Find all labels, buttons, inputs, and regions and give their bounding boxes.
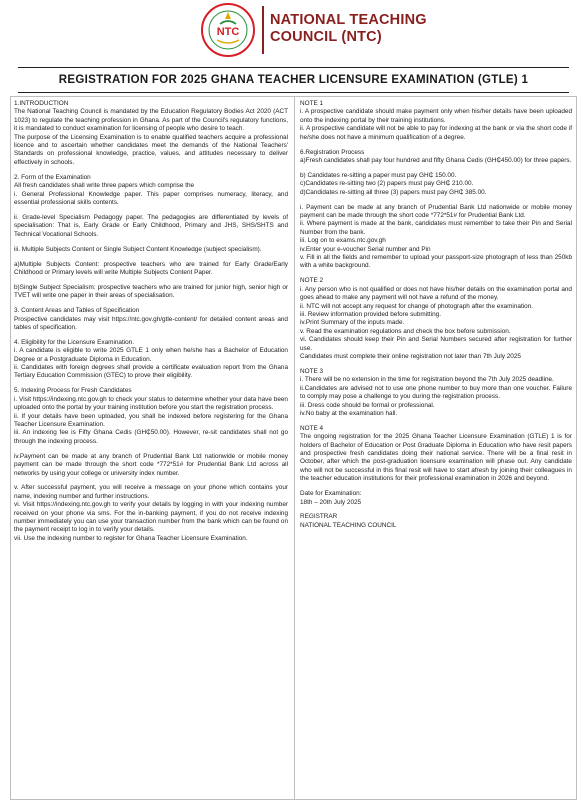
- column-divider: [294, 96, 295, 800]
- list-item: v. Fill in all the fields and remember to upload your passport-size photograph of less than 250kb with a white background.: [300, 254, 572, 270]
- list-item: iv.No baby at the examination hall.: [300, 409, 398, 417]
- list-item: b) Candidates re-sitting a paper must pay GH₵ 150.00.: [300, 171, 457, 179]
- list-item: i. A candidate is eligible to write 2025 GTLE 1 only when he/she has a Bachelor of Education Degree or a Postgraduate Diploma in Education.: [14, 347, 288, 363]
- paragraph: The National Teaching Council is mandated by the Education Regulatory Bodies Act 2020 (ACT 1023) to regulate the teaching profession in Ghana. As part of the Council's regulatory functions, it is mandated to conduct examination for licensing of people who desire to teach.: [14, 108, 288, 133]
- signatory-org: NATIONAL TEACHING COUNCIL: [300, 521, 397, 529]
- list-item: iii. Multiple Subjects Content or Single Subject Content Knowledge (subject specialism).: [14, 245, 262, 253]
- list-item: vii. Use the indexing number to register for Ghana Teacher Licensure Examination.: [14, 534, 248, 542]
- list-item: iii. An indexing fee is Fifty Ghana Cedis (GH₵50.00). However, re-sit candidates shall not go through the indexing process.: [14, 429, 288, 445]
- organization-name: NATIONAL TEACHING COUNCIL (NTC): [270, 12, 427, 45]
- list-item: a)Fresh candidates shall pay four hundred and fifty Ghana Cedis (GH₵450.00) for three papers.: [300, 156, 572, 164]
- section-heading: 4. Eligibility for the Licensure Examination.: [14, 338, 135, 346]
- section-heading: 5. Indexing Process for Fresh Candidates: [14, 387, 132, 395]
- list-item: iii. Review information provided before submitting.: [300, 310, 442, 318]
- section-heading: 1.INTRODUCTION: [14, 100, 69, 107]
- list-item: ii. Candidates with foreign degrees shall provide a certificate evaluation report from the Ghana Tertiary Education Commission (GTEC) to prove their eligibility.: [14, 364, 288, 380]
- list-item: ii. If your details have been uploaded, you shall be indexed before registering for the Ghana Teacher Licensure Examination.: [14, 412, 288, 428]
- list-item: v. After successful payment, you will receive a message on your phone which contains your name, indexing number and further instructions.: [14, 484, 288, 500]
- list-item: i. Any person who is not qualified or does not have his/her details on the examination portal and goes ahead to make any payment will not have a refund of the money.: [300, 285, 572, 302]
- exam-date-value: 18th – 20th July 2025: [300, 498, 362, 506]
- section-heading: 2. Form of the Examination: [14, 173, 91, 181]
- list-item: iv.Enter your e-voucher Serial number and Pin: [300, 245, 431, 253]
- list-item: v. Read the examination regulations and check the box before submission.: [300, 327, 511, 335]
- list-item: ii. Where payment is made at the bank, candidates must remember to take their Pin and Serial Number from the bank.: [300, 220, 572, 236]
- deadline-notice: Candidates must complete their online registration not later than 7th July 2025: [300, 352, 521, 360]
- note-heading: NOTE 2: [300, 277, 324, 285]
- list-item: ii.Candidates are advised not to use one phone number to buy more than one voucher. Failure to comply may pose a challenge to you during the registration process.: [300, 384, 572, 401]
- paragraph: All fresh candidates shall write three papers which comprise the: [14, 182, 195, 190]
- exam-date-label: Date for Examination:: [300, 490, 362, 498]
- list-item: vi. Candidates should keep their Pin and Serial Numbers secured after registration for further use.: [300, 336, 572, 352]
- list-item: iv.Payment can be made at any branch of Prudential Bank Ltd nationwide or mobile money payment can be made through the short code *772*51# for Prudential Bank Ltd across all networks by using your college or university index number.: [14, 452, 288, 477]
- ntc-logo: [200, 2, 256, 58]
- list-item: a)Multiple Subjects Content: prospective teachers who are trained for Early Grade/Early Childhood or Primary levels will write Multiple Subjects Content Paper.: [14, 260, 288, 276]
- section-heading: 3. Content Areas and Tables of Specification: [14, 307, 140, 315]
- signatory-title: REGISTRAR: [300, 513, 338, 521]
- list-item: i. General Professional Knowledge paper. This paper comprises numeracy, literacy, and essential professional skills contents.: [14, 190, 288, 206]
- list-item: iii. Dress code should be formal or professional.: [300, 401, 435, 409]
- list-item: vi. Visit https://indexing.ntc.gov.gh to verify your details by logging in with your indexing number received on your phone via sms. For the in-banking payment, if you do not receive indexing number immediately you can use your transaction number from the bank which can be found on the payment receipt to log in to verify your details.: [14, 501, 288, 534]
- document-title: REGISTRATION FOR 2025 GHANA TEACHER LICENSURE EXAMINATION (GTLE) 1: [58, 74, 529, 86]
- list-item: iii. Log on to exams.ntc.gov.gh: [300, 237, 386, 245]
- list-item: ii. A prospective candidate will not be able to pay for indexing at the bank or via the short code if he/she does not have a minimum qualification of a degree.: [300, 125, 572, 141]
- paragraph: The purpose of the Licensing Examination is to enable qualified teachers acquire a professional licence and to ascertain whether candidates meet the demands of the National Teachers' Standards on professional knowledge, practice, values, and attitudes necessary to deliver effectively in schools.: [14, 133, 288, 166]
- paragraph: Prospective candidates may visit https://ntc.gov.gh/gtle-content/ for detailed content areas and tables of specification.: [14, 315, 288, 331]
- list-item: ii. NTC will not accept any request for change of photograph after the examination.: [300, 302, 534, 310]
- list-item: i. A prospective candidate should make payment only when his/her details have been uploaded onto the indexing portal by their training institutions.: [300, 108, 572, 124]
- note-heading: NOTE 1: [300, 100, 324, 107]
- right-column: [300, 100, 572, 530]
- logo-text: NTC: [216, 26, 240, 38]
- list-item: b)Single Subject Specialism: prospective teachers who are trained for junior high, senior high or TVET will write one paper in their areas of specialisation.: [14, 283, 288, 300]
- paragraph: The ongoing registration for the 2025 Ghana Teacher Licensure Examination (GTLE) 1 is for holders of Bachelor of Education or Post Graduate Diploma in Education who have resit papers and prospective fresh candidates doing their national service. There will be a final resit in October, after which the post-graduation licensure examination will phase out. Any candidate who will not be successful in this final resit will have to start afresh by joining their colleagues in the teacher education institutions for their professional examination in 2026 and beyond.: [300, 433, 572, 483]
- list-item: ii. Grade-level Specialism Pedagogy paper. The pedagogies are differentiated by levels of specialisation: That is, Early Grade or Early Childhood, Primary and JHS, SHS/SHTS and Technical Vocational Schools.: [14, 213, 288, 238]
- list-item: iv.Print Summary of the inputs made.: [300, 319, 405, 327]
- left-column: [14, 100, 288, 543]
- letterhead: [0, 0, 587, 62]
- list-item: c)Candidates re-sitting two (2) papers must pay GH₵ 210.00.: [300, 180, 474, 188]
- list-item: d)Candidates re-sitting all three (3) papers must pay GH₵ 385.00.: [300, 188, 487, 196]
- list-item: i. Visit https://indexing.ntc.gov.gh to check your status to determine whether your data have been uploaded onto the portal by your training institution before you start the registration process.: [14, 395, 288, 412]
- section-heading: 6.Registration Process: [300, 148, 365, 156]
- list-item: i. Payment can be made at any branch of Prudential Bank Ltd nationwide or mobile money payment can be made through the short code *772*51# for Prudential Bank Ltd.: [300, 203, 572, 219]
- list-item: i. There will be no extension in the time for registration beyond the 7th July 2025 deadline.: [300, 376, 554, 384]
- header-divider: [262, 6, 264, 54]
- document-title-bar: [18, 67, 569, 93]
- note-heading: NOTE 3: [300, 367, 324, 375]
- note-heading: NOTE 4: [300, 424, 324, 432]
